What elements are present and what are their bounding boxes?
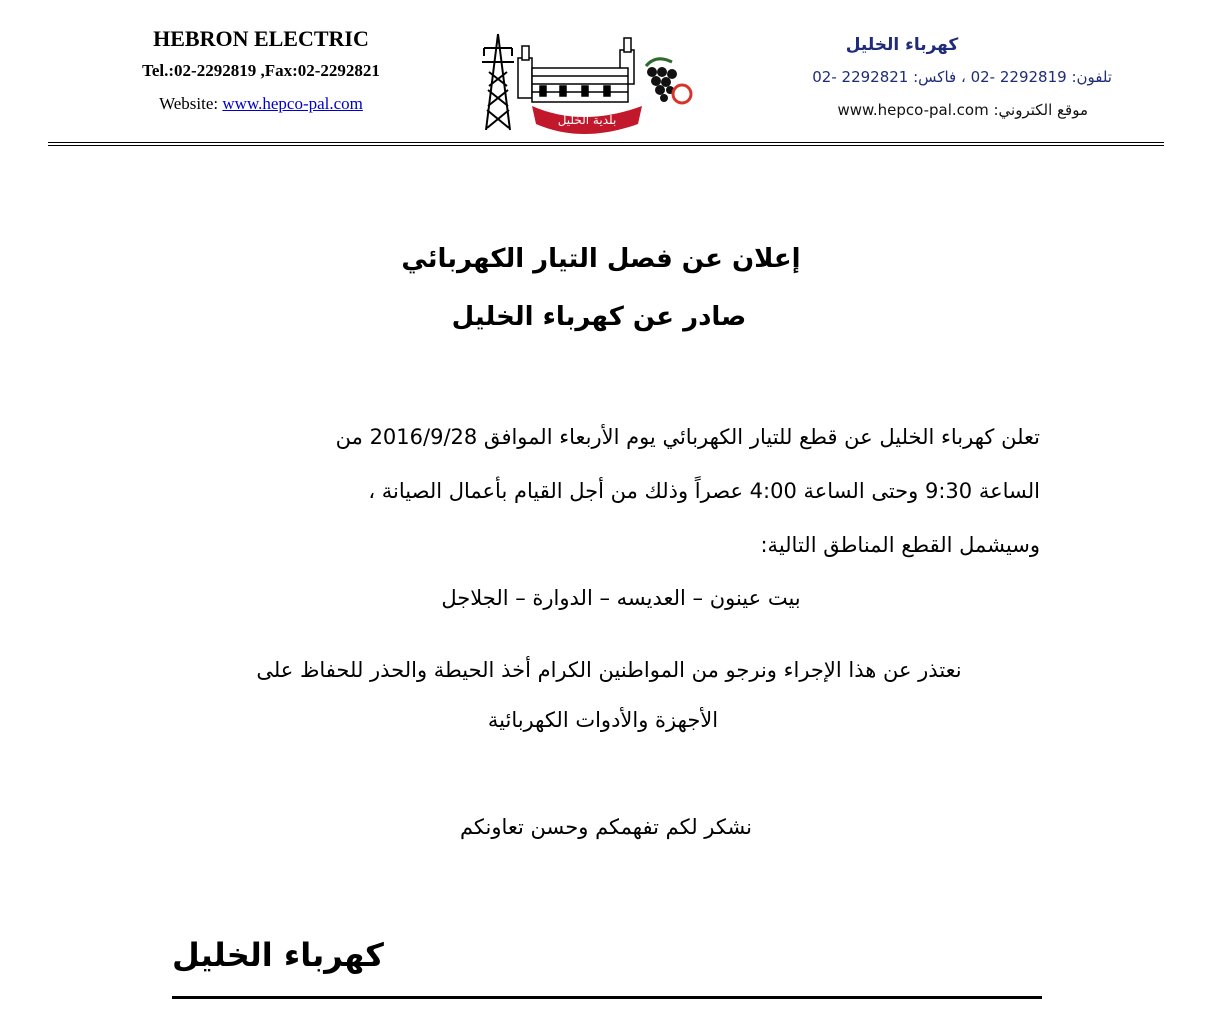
hebron-logo	[470, 28, 695, 136]
announcement-body	[160, 410, 1040, 572]
apology-line-continued: الأجهزة والأدوات الكهربائية	[487, 708, 719, 732]
website-ar: موقع الكتروني: www.hepco-pal.com	[837, 101, 1088, 119]
phone-fax-ar: تلفون: 2292819 -02 ، فاكس: 2292821 -02	[812, 68, 1112, 86]
apology-line: نعتذر عن هذا الإجراء ونرجو من المواطنين الكرام أخذ الحيطة والحذر للحفاظ على	[256, 658, 962, 682]
tel-fax-en: Tel.:02-2292819 ,Fax:02-2292821	[142, 61, 380, 80]
signature: كهرباء الخليل	[172, 936, 384, 974]
announcement-subtitle: صادر عن كهرباء الخليل	[451, 302, 747, 332]
hebron-tower-and-building-logo-icon	[470, 28, 695, 136]
website-label: Website:	[159, 94, 219, 113]
english-letterhead	[96, 24, 426, 120]
affected-areas: بيت عينون – العديسه – الدوارة – الجلاجل	[441, 586, 801, 610]
company-name-en: HEBRON ELECTRIC	[153, 26, 369, 51]
body-line: تعلن كهرباء الخليل عن قطع للتيار الكهربائي يوم الأربعاء الموافق 2016/9/28 من	[335, 425, 1040, 449]
header-divider-secondary	[48, 145, 1164, 146]
header-divider	[48, 142, 1164, 143]
thanks-line: نشكر لكم تفهمكم وحسن تعاونكم	[459, 815, 753, 839]
signature-underline	[172, 996, 1042, 999]
website-line-en	[96, 88, 426, 120]
company-name-ar: كهرباء الخليل	[845, 35, 959, 55]
website-link[interactable]: www.hepco-pal.com	[222, 94, 363, 113]
arabic-letterhead	[752, 30, 1112, 126]
body-line: وسيشمل القطع المناطق التالية:	[760, 533, 1040, 557]
announcement-title: إعلان عن فصل التيار الكهربائي	[401, 244, 801, 274]
logo-banner-text: بلدية الخليل	[557, 113, 617, 127]
body-line: الساعة 9:30 وحتى الساعة 4:00 عصراً وذلك من أجل القيام بأعمال الصيانة ،	[368, 479, 1040, 503]
